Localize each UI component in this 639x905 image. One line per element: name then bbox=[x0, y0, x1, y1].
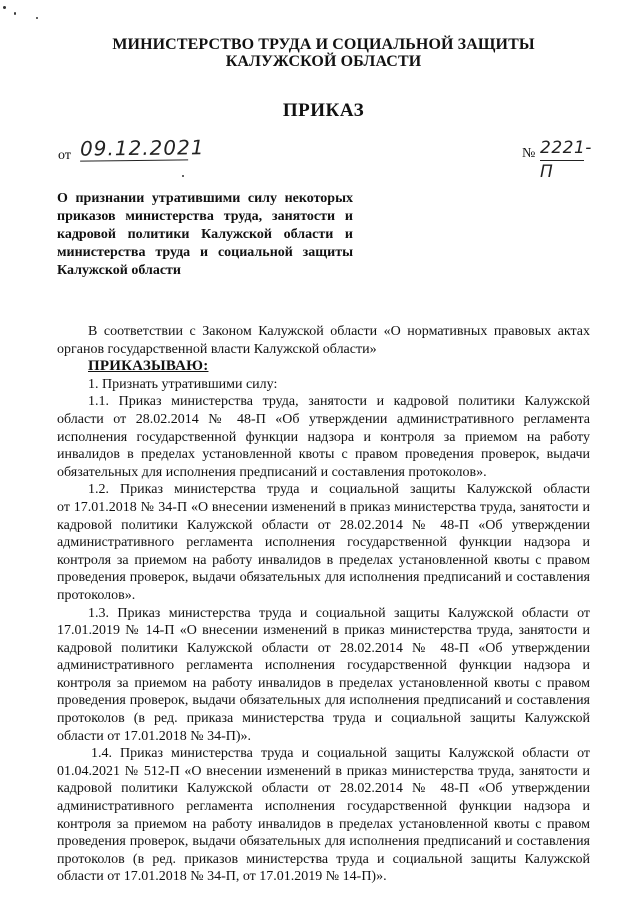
document-type-title: ПРИКАЗ bbox=[282, 100, 365, 121]
subject-line: кадровой политики Калужской области и bbox=[57, 227, 353, 242]
order-keyword: ПРИКАЗЫВАЮ: bbox=[88, 358, 209, 375]
paragraph-1-3-line: 17.01.2019 № 14-П «О внесении изменений в приказ министерства труда, занятости и bbox=[57, 623, 590, 639]
handwritten-number: 2221-П bbox=[540, 138, 592, 182]
subject-line: Калужской области bbox=[57, 263, 181, 278]
handwritten-date: 09.12.2021 bbox=[79, 135, 205, 161]
item-1-heading: 1. Признать утратившими силу: bbox=[88, 376, 278, 392]
paragraph-1-2-line: проведения проверок, выдачи обязательных для исполнения предписаний и составления bbox=[57, 570, 590, 586]
date-label: от bbox=[58, 148, 71, 163]
subject-line: О признании утратившими силу некоторых bbox=[57, 191, 353, 206]
ministry-name-line1: МИНИСТЕРСТВО ТРУДА И СОЦИАЛЬНОЙ ЗАЩИТЫ bbox=[112, 36, 535, 53]
paragraph-1-3-line: протоколов (в ред. приказа министерства труда и социальной защиты Калужской bbox=[57, 711, 590, 727]
paragraph-1-4-line: области от 17.01.2018 № 34-П, от 17.01.2019 № 14-П)». bbox=[57, 869, 387, 885]
paragraph-1-4-line: административного регламента исполнения государственной функции надзора и bbox=[57, 799, 590, 815]
scan-speck bbox=[14, 12, 16, 15]
paragraph-1-1-line: 1.1. Приказ министерства труда, занятости и кадровой политики Калужской bbox=[88, 394, 590, 410]
paragraph-1-4-line: кадровой политики Калужской области от 28.02.2014 № 48-П «Об утверждении bbox=[57, 781, 590, 797]
scan-speck bbox=[182, 175, 184, 177]
number-label: № bbox=[522, 146, 536, 161]
paragraph-1-1-line: исполнения государственной функции надзора и контроля за приемом на работу bbox=[57, 429, 590, 445]
paragraph-1-1-line: обязательных для исполнения предписаний и составления протоколов». bbox=[57, 464, 487, 480]
paragraph-1-3-line: области от 17.01.2018 № 34-П)». bbox=[57, 728, 252, 744]
intro-line: органов государственной власти Калужской области» bbox=[57, 341, 377, 357]
paragraph-1-1-line: области от 28.02.2014 № 48-П «Об утверждении административного регламента bbox=[57, 411, 590, 427]
ministry-name-line2: КАЛУЖСКОЙ ОБЛАСТИ bbox=[225, 53, 422, 70]
paragraph-1-4-line: 1.4. Приказ министерства труда и социальной защиты Калужской области от bbox=[91, 746, 590, 762]
subject-line: министерства труда и социальной защиты bbox=[57, 245, 353, 260]
paragraph-1-3-line: проведения проверок, выдачи обязательных для исполнения предписаний и составления bbox=[57, 693, 590, 709]
document-body bbox=[57, 323, 590, 886]
paragraph-1-1-line: инвалидов в пределах установленной квоты с правом проведения проверок, выдачи bbox=[57, 447, 590, 463]
paragraph-1-3-line: кадровой политики Калужской области от 28.02.2014 № 48-П «Об утверждении bbox=[57, 640, 590, 656]
paragraph-1-4-line: 01.04.2021 № 512-П «О внесении изменений в приказ министерства труда, занятости и bbox=[57, 763, 590, 779]
paragraph-1-3-line: административного регламента исполнения государственной функции надзора и bbox=[57, 658, 590, 674]
subject-line: приказов министерства труда, занятости и bbox=[57, 209, 353, 224]
paragraph-1-2-line: 1.2. Приказ министерства труда и социальной защиты Калужской области bbox=[88, 482, 590, 498]
paragraph-1-3-line: 1.3. Приказ министерства труда и социальной защиты Калужской области от bbox=[88, 605, 590, 621]
paragraph-1-2-line: кадровой политики Калужской области от 28.02.2014 № 48-П «Об утверждении bbox=[57, 517, 590, 533]
scan-speck bbox=[36, 17, 38, 19]
document-subject bbox=[57, 190, 353, 280]
paragraph-1-2-line: контроля за приемом на работу инвалидов в пределах установленной квоты с правом bbox=[57, 552, 590, 568]
paragraph-1-4-line: контроля за приемом на работу инвалидов в пределах установленной квоты с правом bbox=[57, 816, 590, 832]
paragraph-1-4-line: протоколов (в ред. приказов министерства труда и социальной защиты Калужской bbox=[57, 851, 590, 867]
paragraph-1-4-line: проведения проверок, выдачи обязательных для исполнения предписаний и составления bbox=[57, 834, 590, 850]
intro-line: В соответствии с Законом Калужской области «О нормативных правовых актах bbox=[88, 324, 590, 339]
paragraph-1-3-line: контроля за приемом на работу инвалидов в пределах установленной квоты с правом bbox=[57, 675, 590, 691]
paragraph-1-2-line: от 17.01.2018 № 34-П «О внесении изменений в приказ министерства труда, занятости и bbox=[57, 499, 590, 515]
paragraph-1-2-line: протоколов». bbox=[57, 587, 136, 603]
paragraph-1-2-line: административного регламента исполнения государственной функции надзора и bbox=[57, 535, 590, 551]
scan-speck bbox=[3, 6, 6, 9]
